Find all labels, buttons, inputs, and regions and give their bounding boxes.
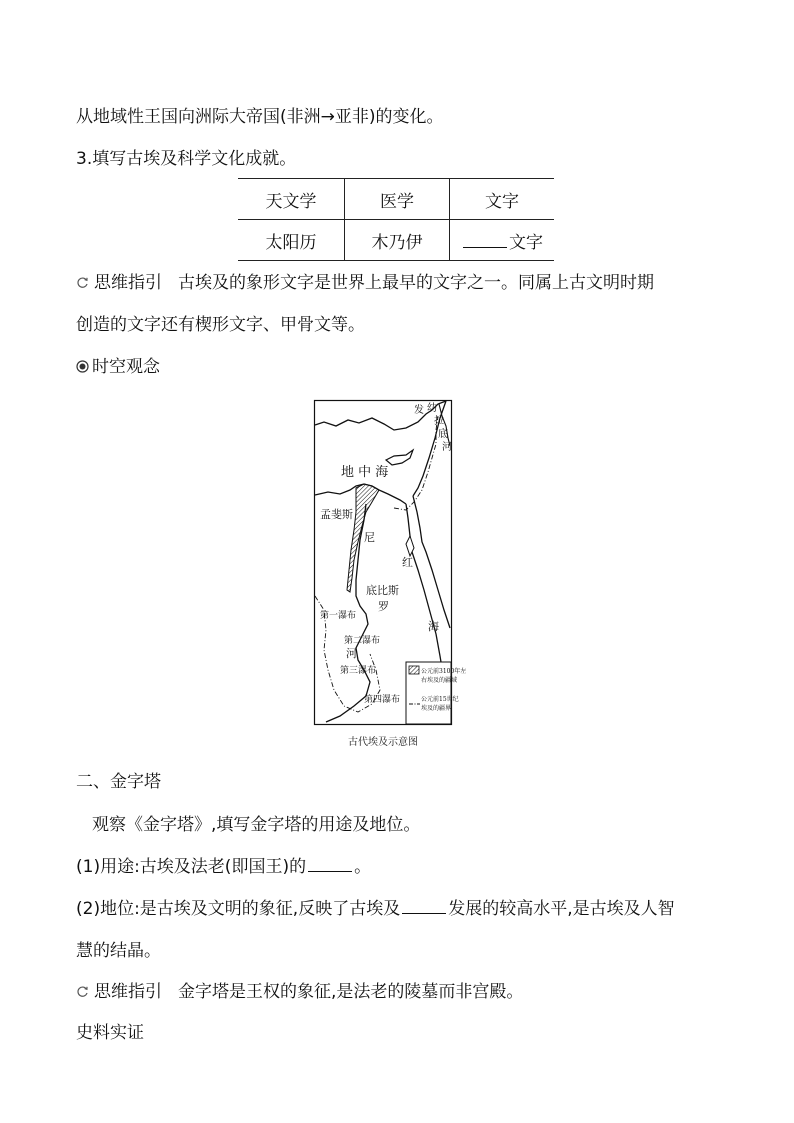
hint-label: 思维指引 — [94, 273, 162, 293]
table-cell-text: 文字 — [509, 232, 543, 253]
refresh-cycle-icon — [76, 981, 89, 994]
map-label: 第四瀑布 — [364, 695, 401, 705]
question-3: 3.填写古埃及科学文化成就。 — [76, 149, 297, 169]
table-row — [238, 220, 554, 261]
table-cell: 太阳历 — [238, 220, 345, 261]
map-label: 海 — [428, 620, 439, 633]
hint-1-line-1 — [76, 271, 654, 295]
legend-label: 埃及的疆界 — [421, 705, 452, 712]
legend-label: 右埃及的疆域 — [421, 677, 458, 684]
map-label: 尼 — [364, 531, 375, 544]
map-label: 拉 — [434, 416, 444, 427]
time-space-heading — [76, 355, 160, 379]
legend-hatch-swatch — [409, 666, 419, 674]
hint-text: 金字塔是王权的象征,是法老的陵墓而非宫殿。 — [178, 982, 524, 1002]
time-space-label: 时空观念 — [92, 357, 160, 377]
question-text: 发展的较高水平,是古埃及人智 — [448, 899, 675, 919]
legend-label: 公元前3100年左 — [421, 668, 467, 675]
section-2-title: 二、金字塔 — [76, 772, 161, 792]
map-label: 第三瀑布 — [340, 666, 377, 676]
question-text: 。 — [354, 857, 372, 877]
intro-line: 从地域性王国向洲际大帝国(非洲→亚非)的变化。 — [76, 107, 444, 127]
question-2-2 — [76, 897, 675, 921]
map-label: 第二瀑布 — [344, 636, 381, 646]
map-label: 幼 — [427, 403, 437, 414]
map-label: 底比斯 — [366, 584, 399, 597]
fill-blank — [308, 855, 352, 872]
target-circle-icon — [76, 356, 89, 369]
map-caption: 古代埃及示意图 — [348, 737, 418, 748]
map-label: 河 — [346, 647, 357, 660]
hint-2 — [76, 980, 523, 1004]
refresh-cycle-icon — [76, 272, 89, 285]
evidence-heading: 史料实证 — [76, 1023, 144, 1043]
question-text: (2)地位:是古埃及文明的象征,反映了古埃及 — [76, 899, 401, 919]
map-label: 红 — [402, 556, 413, 569]
table-cell-with-blank — [450, 220, 555, 261]
map-label: 第一瀑布 — [320, 611, 357, 621]
hint-label: 思维指引 — [94, 982, 162, 1002]
hint-text: 古埃及的象形文字是世界上最早的文字之一。同属上古文明时期 — [178, 273, 654, 293]
map-label: 底 — [438, 429, 448, 440]
fill-blank — [402, 897, 446, 914]
fill-blank — [463, 231, 507, 248]
hint-1-line-2: 创造的文字还有楔形文字、甲骨文等。 — [76, 315, 365, 335]
table-cell: 木乃伊 — [345, 220, 450, 261]
map-label: 发 — [414, 405, 424, 416]
egypt-map — [314, 400, 467, 725]
table-header-cell: 天文学 — [238, 179, 345, 220]
question-2-2-line-2: 慧的结晶。 — [76, 941, 161, 961]
table-header-row — [238, 179, 554, 220]
legend-label: 公元前15世纪 — [421, 696, 459, 703]
map-label: 地 中 海 — [341, 465, 389, 480]
map-label: 孟斐斯 — [320, 508, 353, 521]
achievements-table — [238, 178, 554, 261]
table-header-cell: 医学 — [345, 179, 450, 220]
question-2-1 — [76, 855, 371, 879]
table-header-cell: 文字 — [450, 179, 555, 220]
map-label: 河 — [442, 442, 452, 453]
map-label: 罗 — [378, 600, 389, 613]
section-2-prompt: 观察《金字塔》,填写金字塔的用途及地位。 — [92, 815, 421, 835]
question-text: (1)用途:古埃及法老(即国王)的 — [76, 857, 307, 877]
